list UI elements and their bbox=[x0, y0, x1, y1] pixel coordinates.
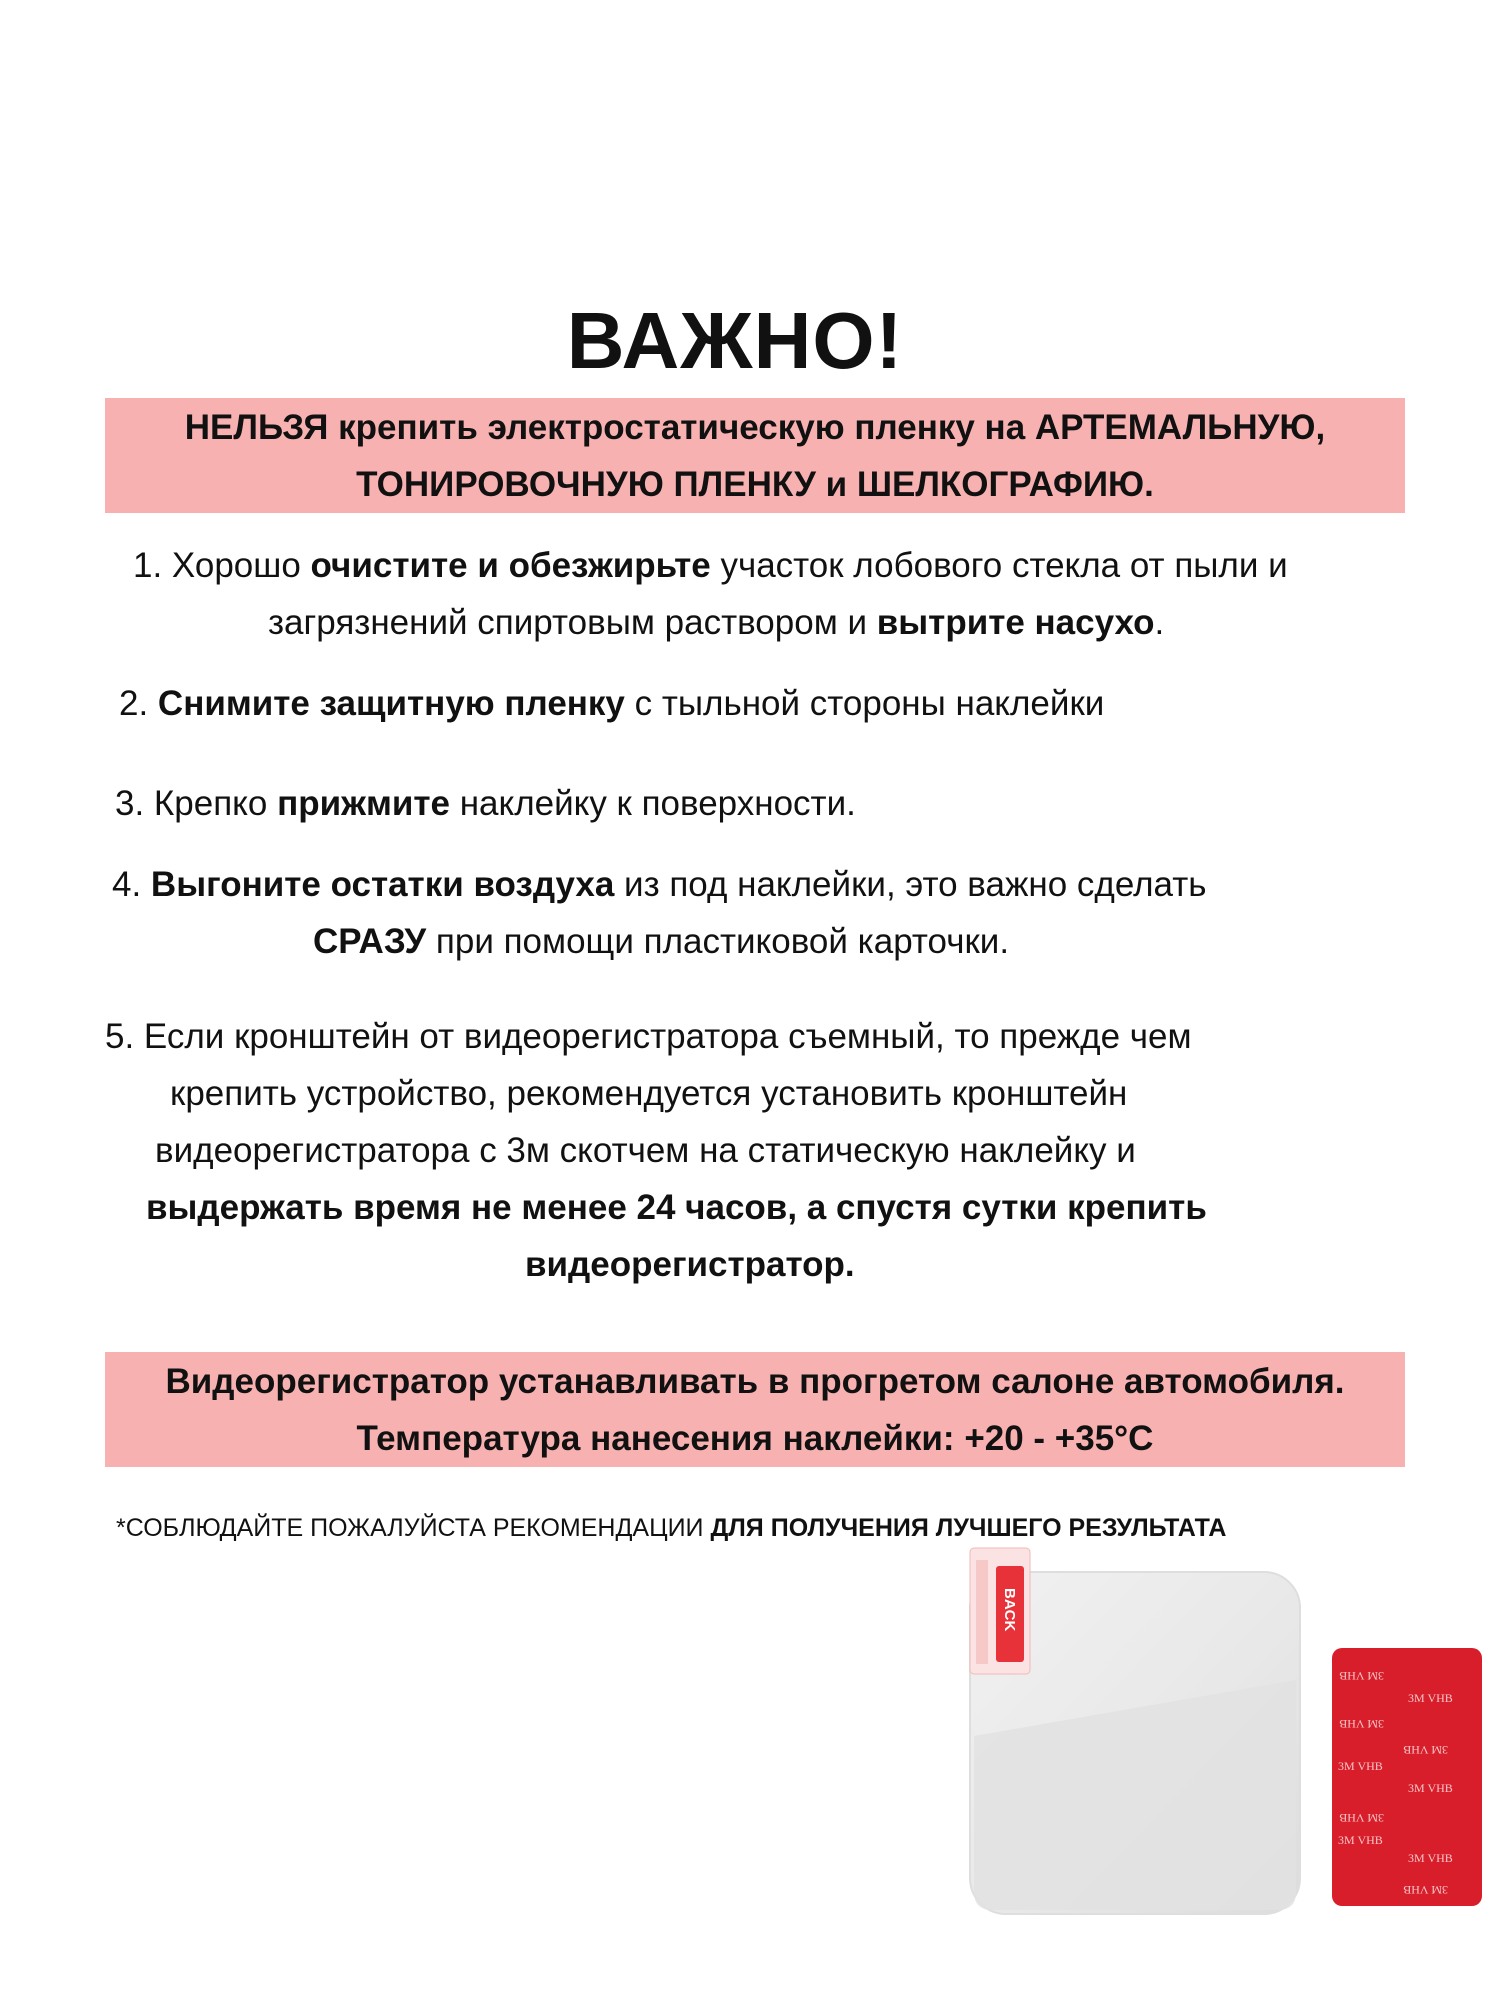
warning-banner-line-1: НЕЛЬЗЯ крепить электростатическую пленку на АРТЕМАЛЬНУЮ, bbox=[184, 408, 1326, 447]
tape-label: 3M VHB bbox=[1408, 1851, 1453, 1865]
film-back-tab-label: BACK bbox=[1001, 1588, 1018, 1632]
temperature-banner-line-1: Видеорегистратор устанавливать в прогретом салоне автомобиля. bbox=[165, 1362, 1345, 1401]
step-3: 3. Крепко прижмите наклейку к поверхности. bbox=[115, 784, 856, 823]
tape-label: 3M VHB bbox=[1403, 1883, 1448, 1897]
step-5-line-5: видеорегистратор. bbox=[525, 1245, 855, 1284]
tape-label: 3M VHB bbox=[1403, 1743, 1448, 1757]
warning-banner-line-2: ТОНИРОВОЧНУЮ ПЛЕНКУ и ШЕЛКОГРАФИЮ. bbox=[356, 465, 1154, 504]
film-back-tab bbox=[970, 1548, 1030, 1674]
product-illustration bbox=[960, 1530, 1490, 1930]
step-5-line-3: видеорегистратора с 3м скотчем на статическую наклейку и bbox=[155, 1131, 1136, 1170]
tape-label: 3M VHB bbox=[1338, 1759, 1383, 1773]
tape-label: 3M VHB bbox=[1408, 1781, 1453, 1795]
step-2: 2. Снимите защитную пленку с тыльной стороны наклейки bbox=[119, 684, 1105, 723]
step-5-line-1: 5. Если кронштейн от видеорегистратора съемный, то прежде чем bbox=[105, 1017, 1192, 1056]
tape-label: 3M VHB bbox=[1338, 1833, 1383, 1847]
step-4-line-2: СРАЗУ при помощи пластиковой карточки. bbox=[313, 922, 1010, 961]
step-1-line-2: загрязнений спиртовым раствором и вытрите насухо. bbox=[268, 603, 1165, 642]
step-4-line-1: 4. Выгоните остатки воздуха из под наклейки, это важно сделать bbox=[112, 865, 1207, 904]
tape-label: 3M VHB bbox=[1339, 1717, 1384, 1731]
temperature-banner-line-2: Температура нанесения наклейки: +20 - +35°С bbox=[356, 1419, 1154, 1458]
footnote: *СОБЛЮДАЙТЕ ПОЖАЛУЙСТА РЕКОМЕНДАЦИИ ДЛЯ ПОЛУЧЕНИЯ ЛУЧШЕГО РЕЗУЛЬТАТА bbox=[116, 1514, 1227, 1542]
tape-label: 3M VHB bbox=[1339, 1669, 1384, 1683]
temperature-banner bbox=[105, 1352, 1405, 1467]
step-1-line-1: 1. Хорошо очистите и обезжирьте участок лобового стекла от пыли и bbox=[133, 546, 1288, 585]
3m-tape-pad bbox=[1332, 1648, 1482, 1906]
page-title: ВАЖНО! bbox=[566, 296, 904, 385]
step-5-line-2: крепить устройство, рекомендуется установить кронштейн bbox=[170, 1074, 1128, 1113]
tape-label: 3M VHB bbox=[1408, 1691, 1453, 1705]
tape-label: 3M VHB bbox=[1339, 1811, 1384, 1825]
step-5-line-4: выдержать время не менее 24 часов, а спустя сутки крепить bbox=[146, 1188, 1207, 1227]
warning-banner bbox=[105, 398, 1405, 513]
